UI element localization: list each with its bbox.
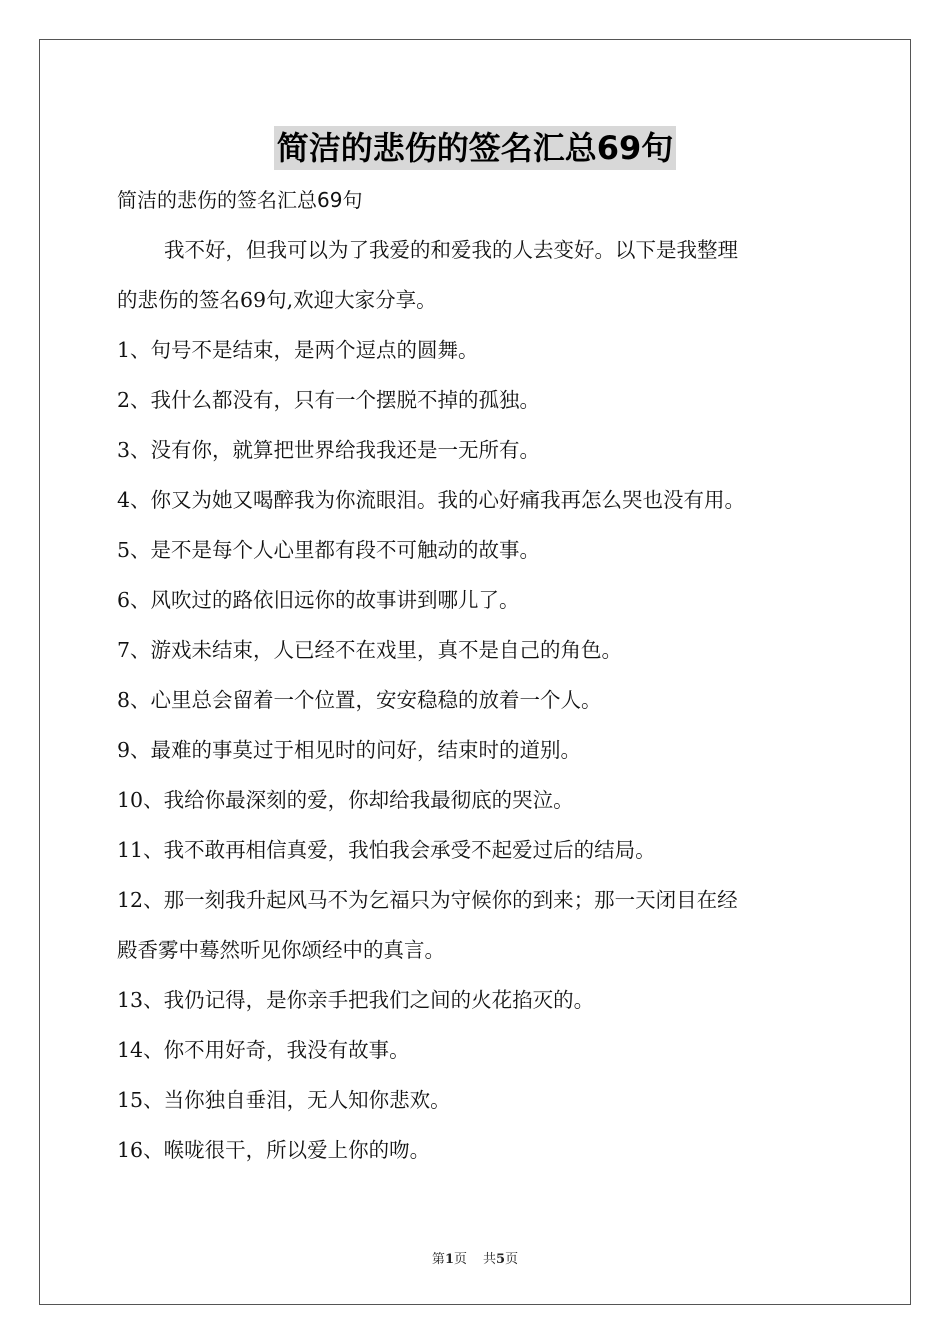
list-item: 14、你不用好奇，我没有故事。 <box>117 1038 410 1062</box>
page-total-suffix: 页 <box>505 1252 519 1267</box>
list-item: 16、喉咙很干，所以爱上你的吻。 <box>117 1138 431 1162</box>
intro-paragraph-line-1: 我不好，但我可以为了我爱的和爱我的人去变好。以下是我整理 <box>164 238 738 262</box>
list-item: 9、最难的事莫过于相见时的问好，结束时的道别。 <box>117 738 582 762</box>
document-title: 简洁的悲伤的签名汇总69句 <box>274 126 677 170</box>
document-subtitle: 简洁的悲伤的签名汇总69句 <box>117 188 363 212</box>
list-item: 12、那一刻我升起风马不为乞福只为守候你的到来；那一天闭目在经 <box>117 888 738 912</box>
page-number-current: 1 <box>444 1252 454 1267</box>
list-item: 4、你又为她又喝醉我为你流眼泪。我的心好痛我再怎么哭也没有用。 <box>117 488 746 512</box>
title-container <box>0 126 950 170</box>
list-item: 3、没有你，就算把世界给我我还是一无所有。 <box>117 438 541 462</box>
page-total: 5 <box>496 1252 506 1267</box>
list-item: 6、风吹过的路依旧远你的故事讲到哪儿了。 <box>117 588 520 612</box>
intro-paragraph-line-2: 的悲伤的签名69句,欢迎大家分享。 <box>117 288 437 312</box>
list-item: 1、句号不是结束，是两个逗点的圆舞。 <box>117 338 479 362</box>
list-item: 10、我给你最深刻的爱，你却给我最彻底的哭泣。 <box>117 788 574 812</box>
list-item: 11、我不敢再相信真爱，我怕我会承受不起爱过后的结局。 <box>117 838 656 862</box>
list-item: 15、当你独自垂泪，无人知你悲欢。 <box>117 1088 451 1112</box>
list-item: 7、游戏未结束，人已经不在戏里，真不是自己的角色。 <box>117 638 623 662</box>
page-number-prefix: 第 <box>431 1252 445 1267</box>
list-item: 2、我什么都没有，只有一个摆脱不掉的孤独。 <box>117 388 541 412</box>
page-frame <box>39 39 911 1305</box>
page-total-prefix: 共 <box>483 1252 497 1267</box>
page-number-suffix: 页 <box>453 1252 467 1267</box>
list-item: 8、心里总会留着一个位置，安安稳稳的放着一个人。 <box>117 688 602 712</box>
list-item: 5、是不是每个人心里都有段不可触动的故事。 <box>117 538 541 562</box>
list-item-continuation: 殿香雾中蓦然听见你颂经中的真言。 <box>117 938 445 962</box>
list-item: 13、我仍记得，是你亲手把我们之间的火花掐灭的。 <box>117 988 595 1012</box>
page-footer <box>0 1248 950 1267</box>
